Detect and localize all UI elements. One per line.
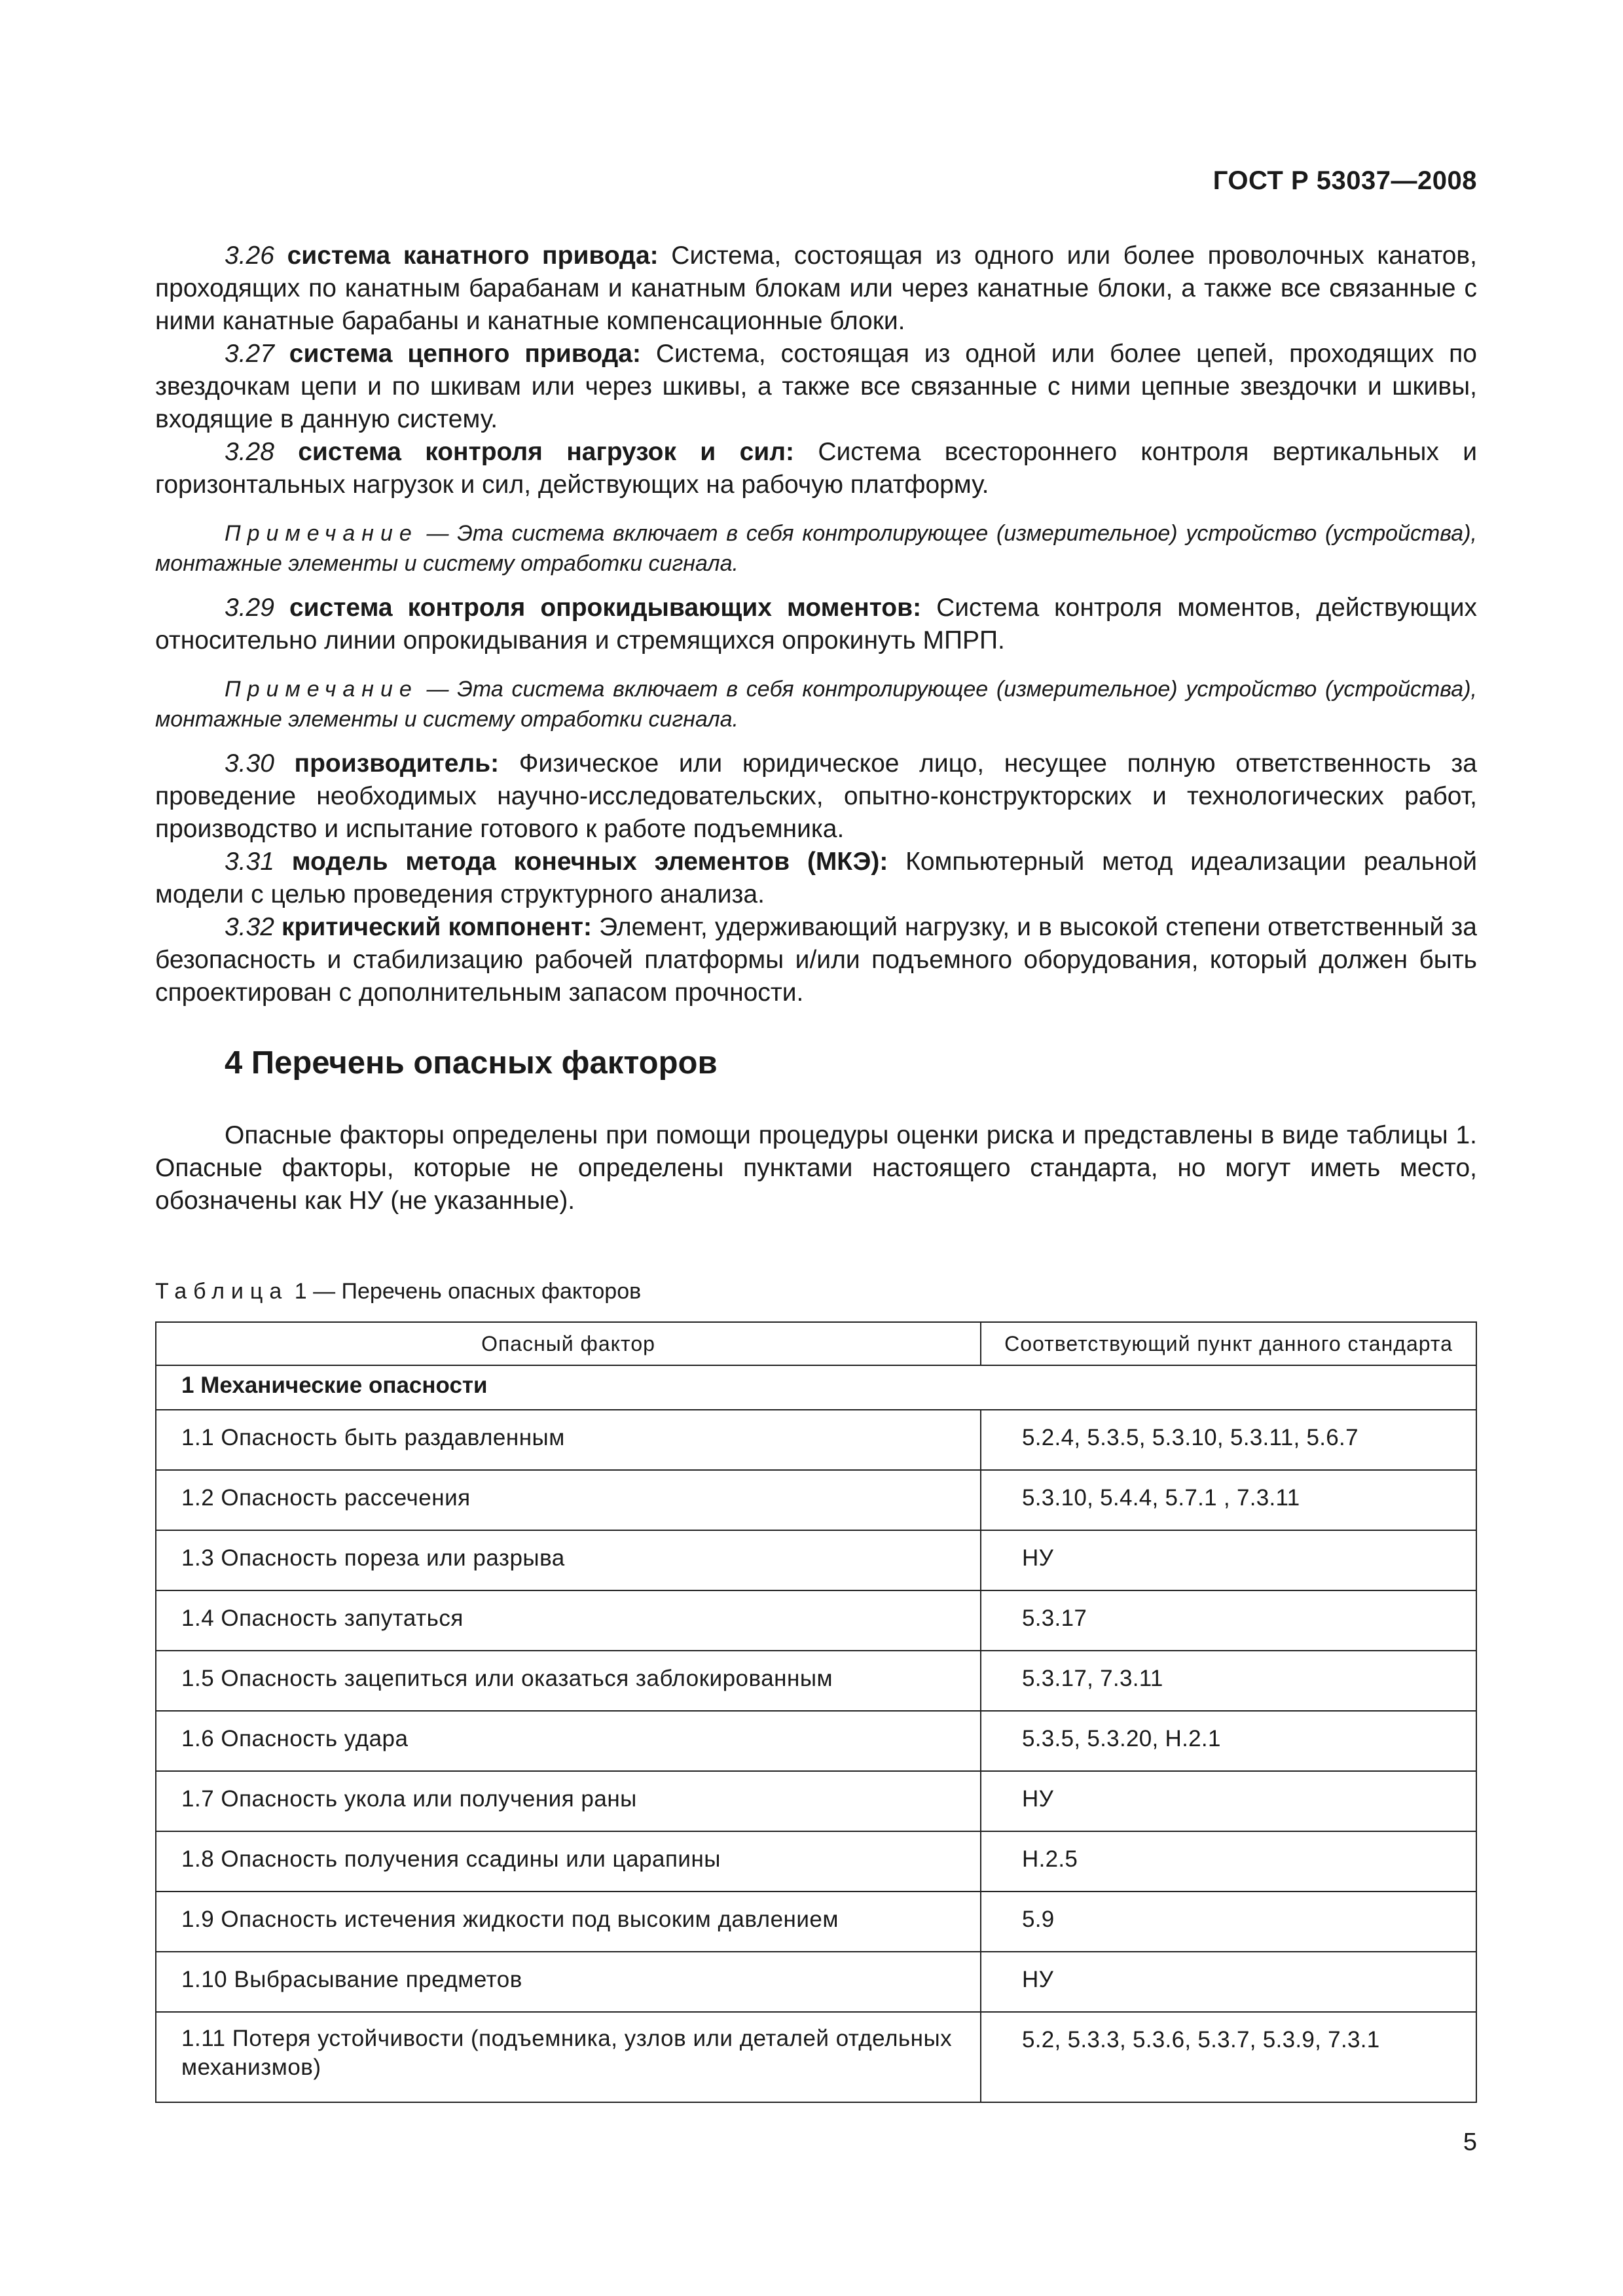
table-row [156, 1711, 1476, 1771]
table-header-row [156, 1322, 1476, 1365]
term-3-31 [155, 846, 1477, 911]
table-row [156, 1530, 1476, 1590]
table-caption [155, 1279, 1477, 1304]
table-row [156, 1952, 1476, 2012]
term-definition: Физическое или юридическое лицо, несущее полную ответственность за проведение необходимых научно-исследовательских, опытно-конструкторских и технологических работ, производство и испытание готового к работе подъемника. [155, 749, 1477, 843]
table-caption-label: Таблица [155, 1279, 289, 1304]
term-definition: Система всестороннего контроля вертикальных и горизонтальных нагрузок и сил, действующих на рабочую платформу. [155, 438, 1477, 499]
hazard-cell: 1.5 Опасность зацепиться или оказаться заблокированным [156, 1651, 981, 1711]
hazard-cell: 1.3 Опасность пореза или разрыва [156, 1530, 981, 1590]
term-definition: Компьютерный метод идеализации реальной модели с целью проведения структурного анализа. [155, 848, 1477, 908]
term-definition: Система, состоящая из одной или более цепей, проходящих по звездочкам цепи и по шкивам или через шкивы, а также все связанные с ними цепные звездочки и шкивы, входящие в данную систему. [155, 340, 1477, 433]
table-row [156, 1590, 1476, 1651]
column-header-clause: Соответствующий пункт данного стандарта [981, 1322, 1476, 1365]
hazard-cell: 1.9 Опасность истечения жидкости под высоким давлением [156, 1892, 981, 1952]
table-group-row [156, 1365, 1476, 1410]
hazards-table [155, 1321, 1477, 2103]
term-number: 3.32 [225, 913, 274, 941]
term-definition: Система, состоящая из одного или более проволочных канатов, проходящих по канатным барабанам и канатным блокам или через канатные блоки, а также все связанные с ними канатные барабаны и канатные компенсационные блоки. [155, 242, 1477, 335]
term-number: 3.30 [225, 749, 274, 778]
clause-cell: НУ [981, 1530, 1476, 1590]
term-3-32 [155, 911, 1477, 1009]
term-name: критический компонент: [282, 913, 592, 941]
table-row [156, 1831, 1476, 1892]
note-label: Примечание [225, 677, 418, 702]
note-text: — Эта система включает в себя контролирующее (измерительное) устройство (устройства), монтажные элементы и систему отработки сигнала. [155, 521, 1477, 576]
note-text: — Эта система включает в себя контролирующее (измерительное) устройство (устройства), монтажные элементы и систему отработки сигнала. [155, 677, 1477, 732]
term-number: 3.26 [225, 242, 274, 270]
hazard-cell: 1.11 Потеря устойчивости (подъемника, узлов или деталей отдельных механизмов) [156, 2012, 981, 2102]
term-definition: Элемент, удерживающий нагрузку, и в высокой степени ответственный за безопасность и стабилизацию рабочей платформы и/или подъемного оборудования, который должен быть спроектирован с дополнительным запасом прочности. [155, 913, 1477, 1007]
clause-cell: 5.2.4, 5.3.5, 5.3.10, 5.3.11, 5.6.7 [981, 1410, 1476, 1470]
term-3-29 [155, 592, 1477, 657]
table-row [156, 2012, 1476, 2102]
term-name: модель метода конечных элементов (МКЭ): [291, 848, 888, 876]
document-code: ГОСТ Р 53037—2008 [1213, 166, 1477, 195]
clause-cell: НУ [981, 1771, 1476, 1831]
table-row [156, 1410, 1476, 1470]
term-3-27 [155, 338, 1477, 436]
clause-cell: 5.3.17, 7.3.11 [981, 1651, 1476, 1711]
table-row [156, 1651, 1476, 1711]
term-number: 3.27 [225, 340, 274, 368]
clause-cell: 5.3.17 [981, 1590, 1476, 1651]
note-label: Примечание [225, 521, 418, 546]
hazard-cell: 1.10 Выбрасывание предметов [156, 1952, 981, 2012]
term-name: система контроля нагрузок и сил: [298, 438, 795, 466]
hazard-cell: 1.6 Опасность удара [156, 1711, 981, 1771]
table-caption-text: 1 — Перечень опасных факторов [288, 1279, 642, 1304]
table-row [156, 1470, 1476, 1530]
term-name: система контроля опрокидывающих моментов: [289, 594, 922, 622]
clause-cell: 5.2, 5.3.3, 5.3.6, 5.3.7, 5.3.9, 7.3.1 [981, 2012, 1476, 2102]
hazard-cell: 1.1 Опасность быть раздавленным [156, 1410, 981, 1470]
term-name: производитель: [294, 749, 500, 778]
table-row [156, 1892, 1476, 1952]
hazard-cell: 1.4 Опасность запутаться [156, 1590, 981, 1651]
term-definition: Система контроля моментов, действующих относительно линии опрокидывания и стремящихся опрокинуть МПРП. [155, 594, 1478, 655]
hazard-cell: 1.8 Опасность получения ссадины или царапины [156, 1831, 981, 1892]
section-paragraph: Опасные факторы определены при помощи процедуры оценки риска и представлены в виде таблицы 1. Опасные факторы, которые не определены пунктами настоящего стандарта, но могут иметь место, обозначены как НУ (не указанные). [155, 1121, 1477, 1215]
clause-cell: 5.3.10, 5.4.4, 5.7.1 , 7.3.11 [981, 1470, 1476, 1530]
clause-cell: 5.9 [981, 1892, 1476, 1952]
term-name: система цепного привода: [289, 340, 641, 368]
term-number: 3.31 [225, 848, 274, 876]
note-3-28 [155, 518, 1477, 579]
term-number: 3.29 [225, 594, 274, 622]
column-header-hazard: Опасный фактор [156, 1322, 981, 1365]
clause-cell: 5.3.5, 5.3.20, H.2.1 [981, 1711, 1476, 1771]
page-number: 5 [1463, 2128, 1477, 2156]
term-3-26 [155, 240, 1477, 338]
table-row [156, 1771, 1476, 1831]
page-content [155, 240, 1477, 2103]
term-3-30 [155, 747, 1477, 846]
hazard-cell: 1.2 Опасность рассечения [156, 1470, 981, 1530]
clause-cell: H.2.5 [981, 1831, 1476, 1892]
term-name: система канатного привода: [287, 242, 659, 270]
group-title: 1 Механические опасности [156, 1365, 1476, 1410]
hazard-cell: 1.7 Опасность укола или получения раны [156, 1771, 981, 1831]
term-number: 3.28 [225, 438, 274, 466]
term-3-28 [155, 436, 1477, 501]
section-title: 4 Перечень опасных факторов [225, 1045, 718, 1081]
clause-cell: НУ [981, 1952, 1476, 2012]
note-3-29 [155, 674, 1477, 734]
